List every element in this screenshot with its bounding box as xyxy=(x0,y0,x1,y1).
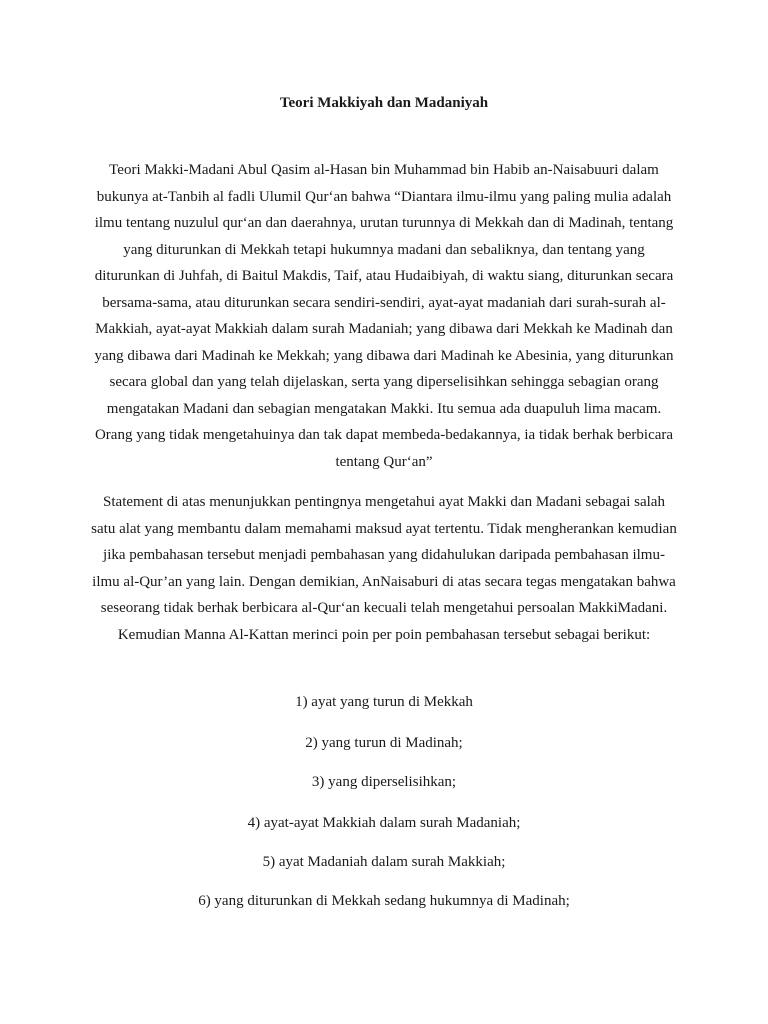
list-item: 2) yang turun di Madinah; xyxy=(305,735,463,751)
document-title: Teori Makkiyah dan Madaniyah xyxy=(279,95,489,111)
paragraph-intro: Teori Makki-Madani Abul Qasim al-Hasan bin Muhammad bin Habib an-Naisabuuri dalam bukunya at-Tanbih al fadli Ulumil Qur‘an bahwa “Diantara ilmu-ilmu yang paling mulia adalah ilmu tentang nuzulul qur‘an dan daerahnya, urutan turunnya di Mekkah dan di Madinah, tentang yang diturunkan di Mekkah tetapi hukumnya madani dan sebaliknya, dan tentang yang diturunkan di Juhfah, di Baitul Makdis, Taif, atau Hudaibiyah, di waktu siang, diturunkan secara bersama-sama, atau diturunkan secara sendiri-sendiri, ayat-ayat madaniah dari surah-surah al-Makkiah, ayat-ayat Makkiah dalam surah Madaniah; yang dibawa dari Mekkah ke Madinah dan yang dibawa dari Madinah ke Mekkah; yang dibawa dari Madinah ke Abesinia, yang diturunkan secara global dan yang telah dijelaskan, serta yang diperselisihkan sehingga sebagian orang mengatakan Madani dan sebagian mengatakan Makki. Itu semua ada duapuluh lima macam. Orang yang tidak mengetahuinya dan tak dapat membeda-bedakannya, ia tidak berhak berbicara tentang Qur‘an” xyxy=(94,162,674,470)
list-item: 6) yang diturunkan di Mekkah sedang hukumnya di Madinah; xyxy=(198,893,570,909)
paragraph-statement: Statement di atas menunjukkan pentingnya mengetahui ayat Makki dan Madani sebagai salah satu alat yang membantu dalam memahami maksud ayat tertentu. Tidak mengherankan kemudian jika pembahasan tersebut menjadi pembahasan yang didahulukan daripada pembahasan ilmu-ilmu al-Qur’an yang lain. Dengan demikian, AnNaisaburi di atas secara tegas mengatakan bahwa seseorang tidak berhak berbicara al-Qur‘an kecuali telah mengetahui persoalan MakkiMadani. Kemudian Manna Al-Kattan merinci poin per poin pembahasan tersebut sebagai berikut: xyxy=(91,494,677,643)
list-item: 4) ayat-ayat Makkiah dalam surah Madaniah; xyxy=(247,815,521,831)
list-item: 5) ayat Madaniah dalam surah Makkiah; xyxy=(262,854,506,870)
list-item: 3) yang diperselisihkan; xyxy=(311,774,457,790)
list-item: 1) ayat yang turun di Mekkah xyxy=(295,694,473,710)
